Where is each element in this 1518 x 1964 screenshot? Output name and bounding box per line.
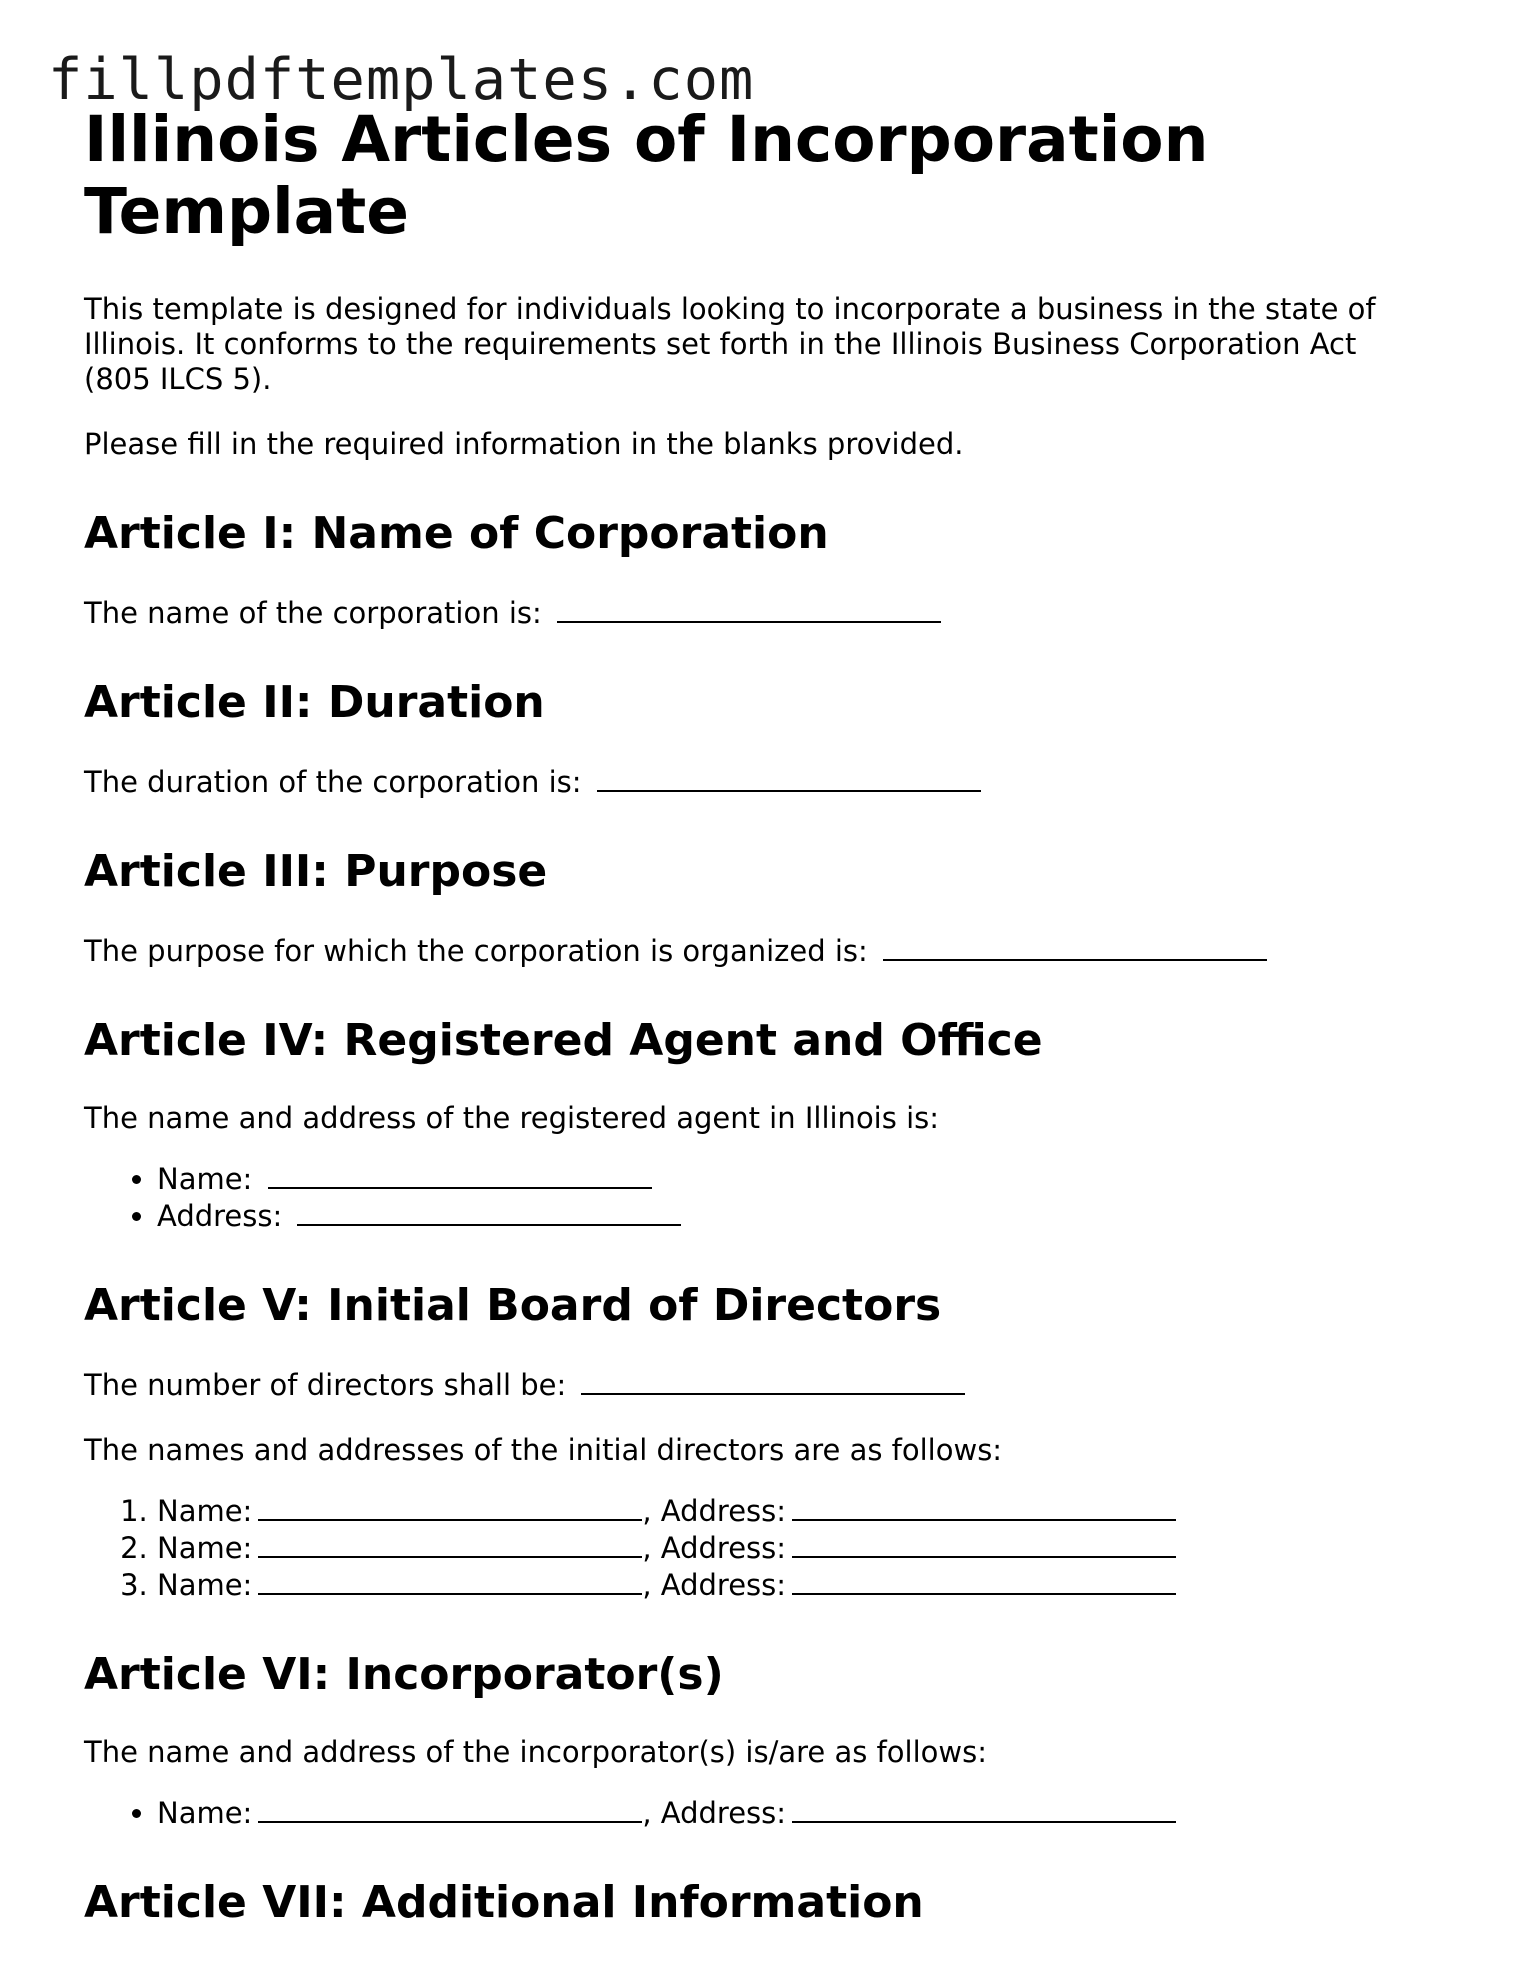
director-2-name-blank[interactable] — [258, 1529, 642, 1558]
corporation-name-blank[interactable] — [557, 594, 941, 623]
instructions-paragraph: Please fill in the required information in the blanks provided. — [84, 427, 964, 461]
incorporators-list — [84, 1794, 1444, 1831]
intro-paragraph: This template is designed for individuals looking to incorporate a business in the state of Illinois. It conforms to the requirements set forth in the Illinois Business Corporation Act (805 ILCS 5). — [84, 292, 1376, 396]
document-body — [84, 104, 1444, 1963]
article-4-text: The name and address of the registered agent in Illinois is: — [84, 1101, 940, 1135]
director-3-address-blank[interactable] — [792, 1566, 1176, 1595]
purpose-blank[interactable] — [883, 932, 1267, 961]
article-1-text: The name of the corporation is: — [84, 594, 1444, 631]
article-6-heading: Article VI: Incorporator(s) — [84, 1649, 724, 1700]
list-item: • Address: — [157, 1197, 1444, 1234]
article-3-text: The purpose for which the corporation is organized is: — [84, 932, 1444, 969]
list-item: 3. Name: , Address: — [157, 1566, 1444, 1603]
article-5-text: The number of directors shall be: — [84, 1366, 1444, 1403]
incorporator-address-blank[interactable] — [792, 1794, 1176, 1823]
duration-blank[interactable] — [597, 763, 981, 792]
agent-name-blank[interactable] — [268, 1160, 652, 1189]
list-item: 1. Name: , Address: — [157, 1492, 1444, 1529]
article-1-heading: Article I: Name of Corporation — [84, 508, 829, 559]
article-3-heading: Article III: Purpose — [84, 846, 548, 897]
director-1-name-blank[interactable] — [258, 1492, 642, 1521]
director-count-blank[interactable] — [581, 1366, 965, 1395]
article-5-heading: Article V: Initial Board of Directors — [84, 1280, 942, 1331]
page-title: Illinois Articles of Incorporation Template — [84, 103, 1209, 248]
list-item: • Name: , Address: — [157, 1794, 1444, 1831]
registered-agent-list — [84, 1160, 1444, 1234]
article-2-heading: Article II: Duration — [84, 677, 545, 728]
list-item: 2. Name: , Address: — [157, 1529, 1444, 1566]
watermark: fillpdftemplates.com — [48, 47, 755, 113]
incorporator-name-blank[interactable] — [258, 1794, 642, 1823]
director-2-address-blank[interactable] — [792, 1529, 1176, 1558]
article-4-heading: Article IV: Registered Agent and Office — [84, 1015, 1043, 1066]
directors-list — [84, 1492, 1444, 1603]
agent-address-blank[interactable] — [297, 1197, 681, 1226]
article-7-heading: Article VII: Additional Information — [84, 1877, 924, 1928]
director-3-name-blank[interactable] — [258, 1566, 642, 1595]
article-2-text: The duration of the corporation is: — [84, 763, 1444, 800]
list-item: • Name: — [157, 1160, 1444, 1197]
article-5-text-2: The names and addresses of the initial directors are as follows: — [84, 1433, 1003, 1467]
director-1-address-blank[interactable] — [792, 1492, 1176, 1521]
article-6-text: The name and address of the incorporator(s) is/are as follows: — [84, 1735, 987, 1769]
